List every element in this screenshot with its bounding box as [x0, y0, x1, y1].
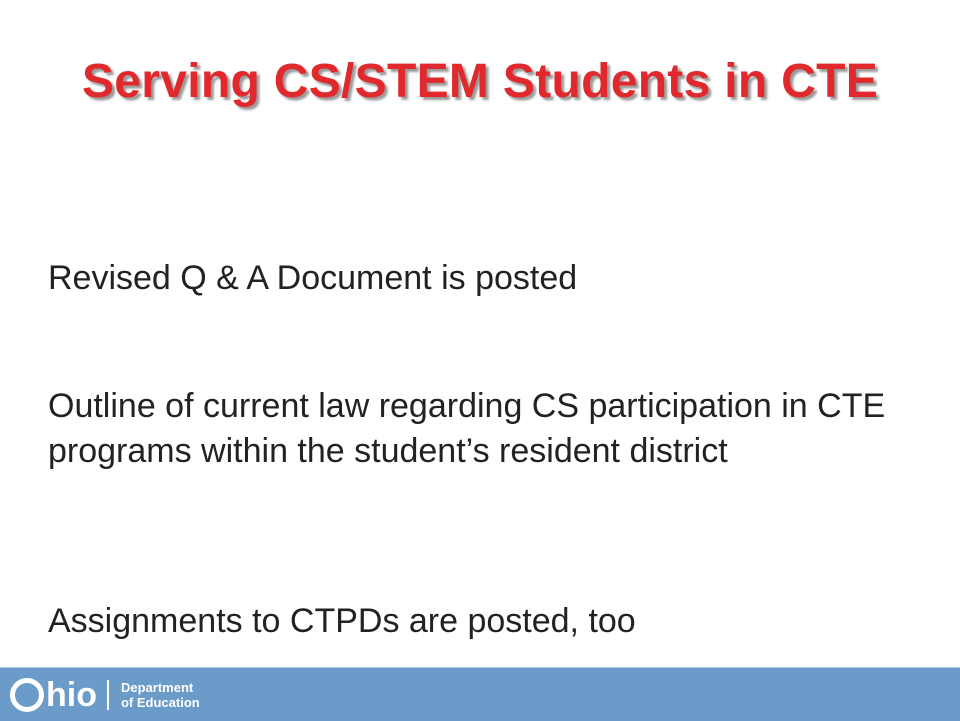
ohio-o-icon: [10, 678, 44, 712]
department-line-2: of Education: [120, 695, 200, 710]
body-paragraph-2: Outline of current law regarding CS participation in CTE programs within the student’s resident district: [48, 387, 886, 470]
slide-title: Serving CS/STEM Students in CTE: [81, 55, 879, 108]
body-paragraph-1: Revised Q & A Document is posted: [48, 259, 578, 297]
logo-divider: [107, 680, 109, 710]
department-line-1: Department: [120, 680, 194, 695]
ohio-wordmark-text: hio: [46, 676, 97, 714]
body-paragraph-3: Assignments to CTPDs are posted, too: [48, 602, 636, 640]
ohio-wordmark: [10, 675, 97, 715]
footer-bar: [0, 667, 960, 721]
ohio-department-of-education-logo: [10, 671, 200, 719]
department-text: [121, 680, 200, 710]
